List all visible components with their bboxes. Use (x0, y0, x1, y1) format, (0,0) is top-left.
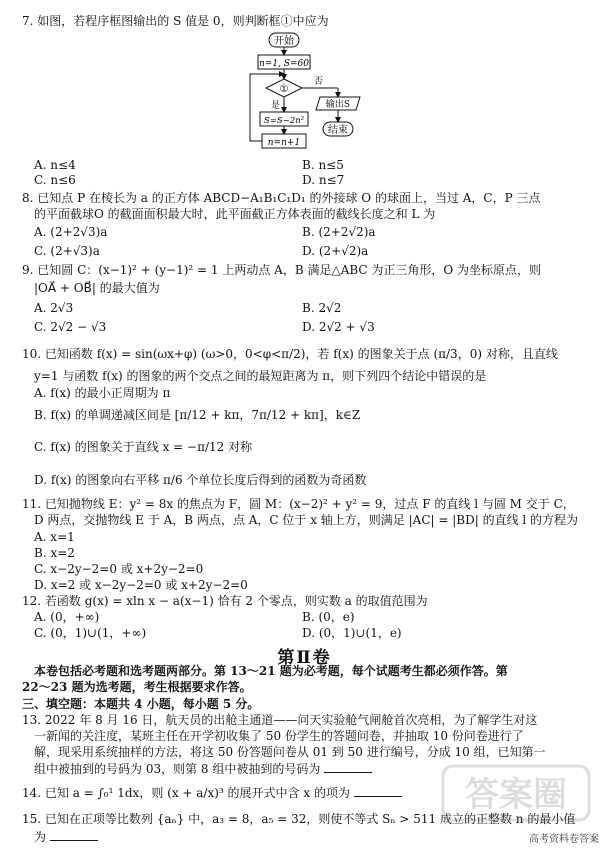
q14-wrap (22, 785, 402, 801)
part-2-intro-line-2: 22～23 题为选考题，考生根据要求作答。 (22, 680, 252, 694)
flow-update-s-label: S=S−2n² (263, 116, 305, 126)
watermark-badge: 高考资料卷答案 (525, 829, 603, 846)
q13-line-4: 组中被抽到的号码为 03，则第 8 组中被抽到的号码为 (34, 762, 321, 776)
q15-answer-blank (50, 829, 98, 841)
q14-text: 14. 已知 a = ∫₀¹ 1dx，则 (x + a/x)³ 的展开式中含 x 的项为 (22, 786, 350, 800)
q8-line-1: 8. 已知点 P 在棱长为 a 的正方体 ABCD−A₁B₁C₁D₁ 的外接球 O 的球面上，当过 A，C，P 三点 (22, 191, 541, 205)
q7-option-a: A. n≤4 (34, 158, 76, 172)
q9-option-d: D. 2√2 + √3 (302, 320, 375, 334)
flow-yes-label: 是 (271, 101, 281, 111)
q13-line-3: 解，现采用系统抽样的方法，将这 50 份答题问卷从 01 到 50 进行编号，分成 10 组，已知第一 (34, 745, 546, 759)
section-3-heading: 三、填空题：本题共 4 小题，每小题 5 分。 (22, 697, 260, 711)
q9-line-1: 9. 已知圆 C：(x−1)² + (y−1)² = 1 上两动点 A，B 满足△ABC 为正三角形，O 为坐标原点，则 (22, 263, 542, 277)
q11-line-2: D 两点，交抛物线 E 于 A，B 两点，点 A，C 位于 x 轴上方，则满足 |AC| = |BD| 的直线 l 的方程为 (34, 513, 579, 527)
q11-line-1: 11. 已知抛物线 E：y² = 8x 的焦点为 F，圆 M：(x−2)² + y² = 9，过点 F 的直线 l 与圆 M 交于 C， (22, 497, 575, 511)
watermark-text: 答案圈 (465, 775, 567, 815)
q7-option-c: C. n≤6 (34, 173, 76, 187)
q15-line-2: 为 (34, 830, 47, 844)
q9-option-c: C. 2√2 − √3 (34, 320, 107, 334)
q8-option-a: A. (2+2√3)a (34, 225, 108, 239)
flow-no-label: 否 (314, 77, 324, 87)
q10-option-c: C. f(x) 的图象关于直线 x = −π/12 对称 (34, 440, 253, 454)
q11-option-a: A. x=1 (34, 530, 75, 544)
q8-option-c: C. (2+√3)a (34, 244, 100, 258)
q12-stem: 12. 若函数 g(x) = xln x − a(x−1) 恰有 2 个零点，则实数 a 的取值范围为 (22, 594, 428, 608)
flow-init-label: n=1, S=60 (259, 59, 309, 69)
q12-option-b: B. (0，e) (302, 610, 355, 624)
q7-option-d: D. n≤7 (302, 173, 345, 187)
q12-option-c: C. (0，1)∪(1，+∞) (34, 626, 147, 640)
q8-option-d: D. (2+√2)a (302, 244, 369, 258)
q8-line-2: 的平面截球O 的截面面积最大时，此平面截正方体表面的截线长度之和 L 为 (34, 207, 436, 221)
q14-answer-blank (354, 785, 402, 797)
q13-answer-blank (324, 761, 372, 773)
q13-line-1: 13. 2022 年 8 月 16 日，航天员的出舱主通道——问天实验舱气闸舱首次亮相，为了解学生对这 (22, 713, 538, 727)
q10-option-d: D. f(x) 的图象向右平移 π/6 个单位长度后得到的函数为奇函数 (34, 473, 367, 487)
watermark-logo (441, 764, 591, 822)
flow-start-label: 开始 (274, 36, 294, 47)
q12-option-d: D. (0，1)∪(1，e) (302, 626, 402, 640)
q10-option-b: B. f(x) 的单调递减区间是 [π/12 + kπ，7π/12 + kπ]，k∈Z (34, 408, 361, 422)
q10-line-1: 10. 已知函数 f(x) = sin(ωx+φ) (ω>0，0<φ<π/2)，若 f(x) 的图象关于点 (π/3，0) 对称，且直线 (22, 347, 558, 361)
q9-option-a: A. 2√3 (34, 301, 74, 315)
q15-line-2-wrap (34, 829, 98, 845)
q7-option-b: B. n≤5 (302, 158, 344, 172)
q8-option-b: B. (2+2√2)a (302, 225, 376, 239)
flow-end-label: 结束 (328, 125, 348, 136)
q15-line-1: 15. 已知在正项等比数列 {aₙ} 中，a₃ = 8，a₅ = 32，则使不等式 Sₙ > 511 成立的正整数 n 的最小值 (22, 812, 576, 826)
q7-flowchart (240, 30, 380, 158)
q9-option-b: B. 2√2 (302, 301, 342, 315)
flow-decision-label: ① (279, 84, 289, 95)
q9-line-2: |OA⃗ + OB⃗| 的最大值为 (34, 281, 160, 295)
q10-line-2: y=1 与函数 f(x) 的图象的两个交点之间的最短距离为 π，则下列四个结论中错误的是 (34, 369, 487, 383)
q11-option-d: D. x=2 或 x−2y−2=0 或 x+2y−2=0 (34, 578, 248, 592)
q12-option-a: A. (0，+∞) (34, 610, 100, 624)
flow-output-label: 输出S (325, 100, 351, 110)
q7-stem: 7. 如图，若程序框图输出的 S 值是 0，则判断框①中应为 (22, 14, 329, 28)
q11-option-b: B. x=2 (34, 546, 75, 560)
part-2-intro-line-1: 本卷包括必考题和选考题两部分。第 13～21 题为必考题，每个试题考生都必须作答。第 (34, 664, 508, 678)
q10-option-a: A. f(x) 的最小正周期为 π (34, 386, 171, 400)
flow-update-n-label: n=n+1 (267, 138, 301, 148)
q13-line-4-wrap (34, 761, 372, 777)
part-2-heading: 第Ⅱ卷 (277, 648, 332, 668)
q11-option-c: C. x−2y−2=0 或 x+2y−2=0 (34, 562, 204, 576)
q13-line-2: 一新闻的关注度，某班主任在开学初收集了 50 份学生的答题问卷，并抽取 10 份问卷进行了 (34, 729, 524, 743)
